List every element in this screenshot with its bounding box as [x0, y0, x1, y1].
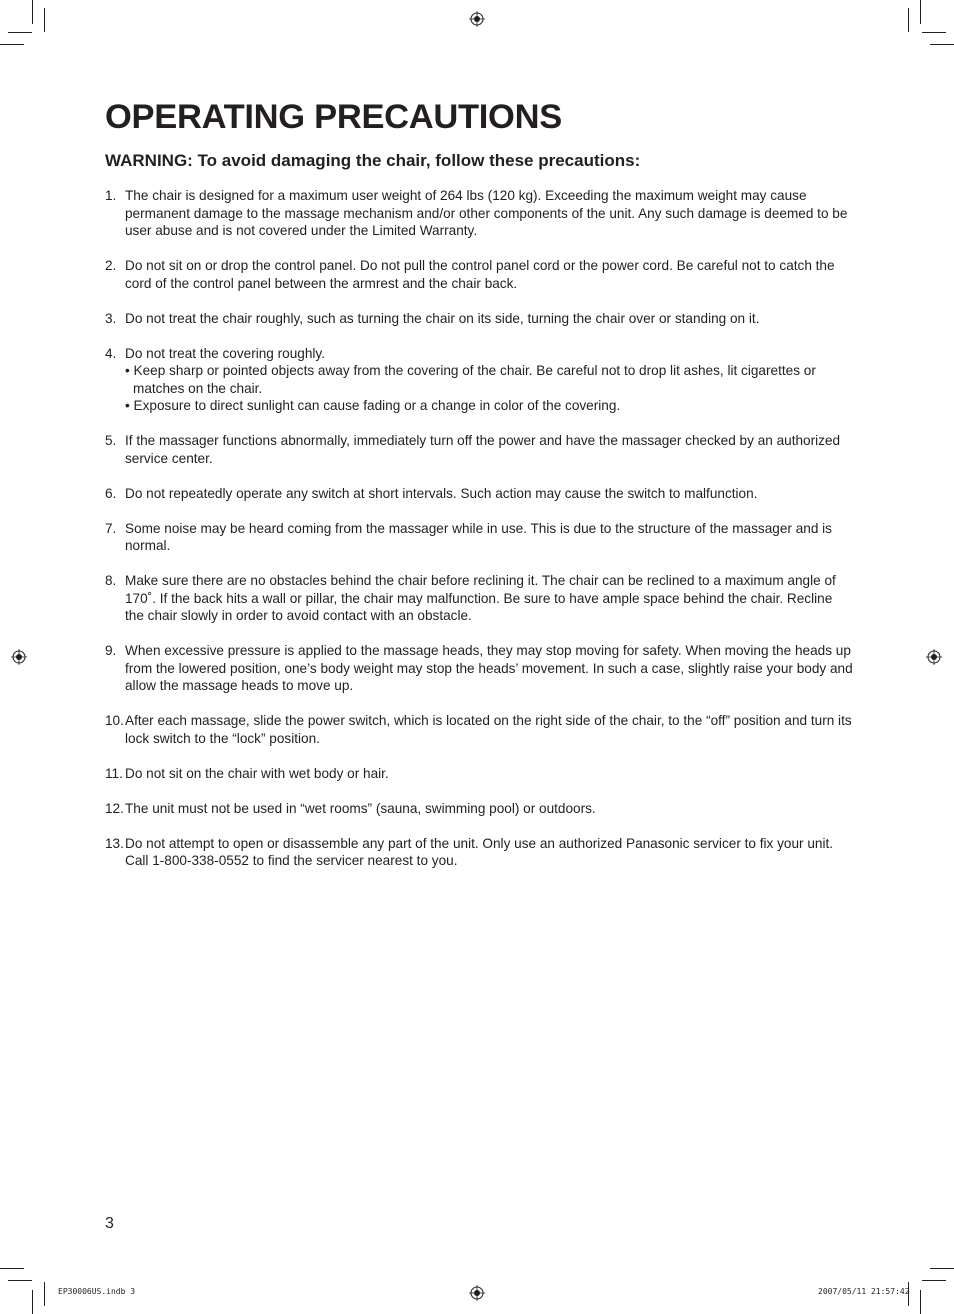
page-title: OPERATING PRECAUTIONS	[105, 98, 562, 136]
list-item	[104, 485, 854, 503]
item-number: 2.	[105, 258, 117, 273]
list-item	[104, 800, 854, 818]
crop-mark	[44, 8, 45, 32]
item-text: Do not repeatedly operate any switch at short intervals. Such action may cause the switch to malfunction.	[125, 485, 758, 501]
list-item	[104, 432, 854, 467]
list-item	[104, 345, 854, 415]
crop-mark	[44, 1282, 45, 1306]
registration-mark-icon	[469, 1285, 485, 1301]
item-text: If the massager functions abnormally, immediately turn off the power and have the massager checked by an authorized service center.	[125, 433, 841, 466]
item-text: Some noise may be heard coming from the massager while in use. This is due to the structure of the massager and is normal.	[125, 520, 832, 553]
item-number: 11.	[105, 765, 123, 781]
item-text: Do not sit on or drop the control panel. Do not pull the control panel cord or the power cord. Be careful not to catch the cord of the control panel between the armrest and the chair back.	[125, 258, 835, 291]
item-text: When excessive pressure is applied to the massage heads, they may stop moving for safety. When moving the heads up from the lowered position, one’s body weight may stop the heads’ movement. In such a case, slightly raise your body and allow the massage heads to move up.	[125, 643, 853, 693]
list-item	[104, 765, 854, 783]
slug-filename: EP30006US.indb 3	[58, 1287, 136, 1296]
item-text: Do not treat the covering roughly.	[125, 345, 325, 361]
crop-mark	[32, 1290, 33, 1314]
item-text: The chair is designed for a maximum user weight of 264 lbs (120 kg). Exceeding the maximum weight may cause permanent damage to the massage mechanism and/or other components of the unit. Any such damage is deemed to be user abuse and is not covered under the Limited Warranty.	[125, 188, 848, 238]
registration-mark-icon	[469, 11, 485, 27]
list-item	[104, 835, 854, 870]
crop-mark	[920, 1290, 921, 1314]
crop-mark	[920, 0, 921, 24]
precautions-list	[104, 187, 854, 887]
sub-bullet: • Exposure to direct sunlight can cause fading or a change in color of the covering.	[125, 398, 621, 413]
crop-mark	[0, 1268, 24, 1269]
item-text: Make sure there are no obstacles behind the chair before reclining it. The chair can be reclined to a maximum angle of 170˚. If the back hits a wall or pillar, the chair may malfunction. Be sure to have ample space behind the chair. Recline the chair slowly in order to avoid contact with an obstacle.	[125, 573, 836, 623]
registration-mark-icon	[926, 649, 942, 665]
item-number: 13.	[105, 835, 124, 851]
item-text: Do not sit on the chair with wet body or hair.	[125, 765, 389, 781]
item-number: 8.	[105, 573, 117, 588]
item-text: Do not attempt to open or disassemble any part of the unit. Only use an authorized Panasonic servicer to fix your unit. Call 1-800-338-0552 to find the servicer nearest to you.	[125, 835, 834, 868]
item-text: Do not treat the chair roughly, such as turning the chair on its side, turning the chair over or standing on it.	[125, 310, 760, 326]
crop-mark	[922, 1280, 946, 1281]
item-number: 6.	[105, 485, 117, 501]
item-number: 1.	[105, 188, 117, 203]
crop-mark	[32, 0, 33, 24]
item-number: 5.	[105, 433, 117, 448]
crop-mark	[8, 32, 32, 33]
crop-mark	[922, 32, 946, 33]
item-number: 7.	[105, 520, 117, 536]
list-item	[104, 572, 854, 625]
registration-mark-icon	[11, 649, 27, 665]
list-item	[104, 642, 854, 695]
item-number: 9.	[105, 643, 117, 658]
crop-mark	[0, 44, 24, 45]
item-number: 4.	[105, 345, 117, 361]
slug-timestamp: 2007/05/11 21:57:42	[818, 1287, 910, 1296]
crop-mark	[930, 1268, 954, 1269]
item-text: After each massage, slide the power switch, which is located on the right side of the chair, to the “off” position and turn its lock switch to the “lock” position.	[125, 713, 852, 746]
item-text: The unit must not be used in “wet rooms” (sauna, swimming pool) or outdoors.	[125, 800, 596, 816]
crop-mark	[8, 1280, 32, 1281]
warning-subtitle: WARNING: To avoid damaging the chair, follow these precautions:	[105, 151, 641, 170]
page-number: 3	[105, 1215, 114, 1232]
crop-mark	[930, 44, 954, 45]
list-item	[104, 187, 854, 240]
item-number: 10.	[105, 713, 124, 728]
list-item	[104, 257, 854, 292]
item-number: 12.	[105, 800, 124, 816]
list-item	[104, 712, 854, 747]
item-number: 3.	[105, 310, 117, 326]
crop-mark	[908, 8, 909, 32]
sub-bullet: • Keep sharp or pointed objects away from the covering of the chair. Be careful not to drop lit ashes, lit cigarettes or matches on the chair.	[125, 363, 816, 396]
list-item	[104, 310, 854, 328]
list-item	[104, 520, 854, 555]
